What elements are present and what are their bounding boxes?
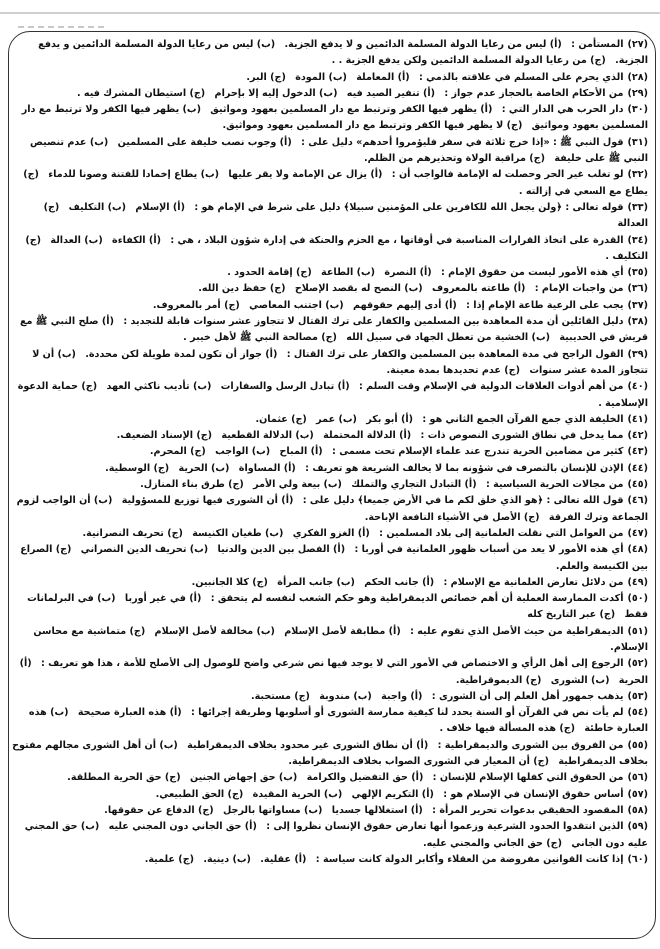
answer-option: (ب) هذه العبارة خاطئة	[28, 707, 648, 735]
answer-option: (ب) جانب المرأة	[277, 576, 355, 588]
question-number: (٤٤)	[627, 462, 648, 474]
question-stem: المستأمن :	[571, 39, 624, 50]
question-number: (٥١)	[627, 625, 648, 637]
question-stem: القدرة على اتخاذ القرارات المناسبة في أوقاتها ، مع الحزم والحنكة في إدارة شؤون البلاد ، هي :	[170, 234, 624, 246]
question-stem: من الفروق بين الشورى والديمقراطية :	[437, 739, 624, 751]
answer-option: (ج) الأصل في الأشياء النافعة الإباحة.	[364, 511, 540, 523]
question-item	[12, 233, 650, 266]
question-number: (٤٢)	[627, 430, 648, 442]
question-item	[12, 347, 650, 380]
question-number: (٥٢)	[627, 658, 648, 670]
answer-option: (ب) بيعة ولي الأمر	[253, 479, 342, 491]
question-number: (٢٨)	[627, 71, 648, 83]
answer-option: (ج) طرق بناء المنازل.	[140, 479, 244, 491]
answer-option: (ج) يطاع مع السعي في إزالته .	[23, 169, 648, 197]
answer-option: (ب) أن أهل الشورى مجالهم مفتوح بخلاف الديمقراطية	[12, 739, 648, 768]
answer-option: (ب) الواجب	[215, 446, 271, 458]
answer-option: (ب) تأديب ناكثي العهد	[106, 381, 212, 393]
question-stem: أكدت الممارسة العملية أن أهم خصائص الديمقراطية وهو حكم الشعب لنفسه لم يتحقق :	[210, 593, 624, 605]
question-stem: القول الراجح في مدة المعاهدة بين المسلمين والكفار على ترك القتال :	[286, 348, 624, 360]
question-item	[12, 770, 650, 786]
question-number: (٣٥)	[627, 267, 648, 279]
question-stem: دليل القائلين أن مدة المعاهدة بين المسلمين والكفار على ترك القتال لا تتجاوز عشر سنوات قابلة للتجديد :	[123, 316, 624, 328]
question-stem: قوله تعالى : ﴿ولن يجعل الله للكافرين على المؤمنين سبيلا﴾ دليل على شرط في الإمام هو :	[194, 201, 624, 213]
question-stem: كثير من مضامين الحرية تندرج عند علماء الإسلام تحت مسمى :	[332, 446, 624, 458]
answer-option: (ب) في البرلمانات فقط	[27, 593, 648, 621]
answer-option: (ب) دينية.	[203, 853, 251, 865]
question-number: (٤٧)	[627, 527, 648, 539]
answer-option: (ج) كلا الجانبين.	[191, 576, 268, 588]
question-number: (٥٩)	[627, 821, 648, 833]
answer-option: (ب) العدالة	[50, 234, 103, 246]
question-stem: قول الله تعالى : ﴿هو الذي خلق لكم ما في الأرض جميعا﴾ دليل على :	[302, 495, 624, 507]
question-stem: من واجبات الإمام :	[534, 283, 624, 295]
answer-option: (ج) المحرم.	[149, 446, 206, 458]
question-item	[12, 265, 650, 281]
question-list	[12, 37, 650, 868]
answer-option: (ج) عدم تحديدها بمدة معينة.	[386, 364, 520, 376]
question-item	[12, 852, 650, 868]
answer-option: (ج) العدالة	[43, 201, 648, 230]
question-number: (٥٧)	[627, 788, 648, 800]
answer-option: (ج) الدفاع عن حقوقها.	[104, 804, 214, 816]
question-stem: الذين انتقدوا الحدود الشرعية وزعموا أنها تعارض حقوق الإنسان نظروا إلى :	[266, 821, 624, 833]
question-number: (٤١)	[627, 413, 648, 425]
answer-option: (أ) استغلالها جسديا	[331, 804, 423, 816]
answer-option: (ج) إقامة الحدود .	[227, 267, 312, 279]
question-stem: يذهب جمهور أهل العلم إلى أن الشورى :	[431, 690, 624, 702]
answer-option: (أ) جواز أن تكون لمدة طويلة لكن محددة.	[85, 348, 278, 360]
question-stem: من العوامل التي نقلت العلمانية إلى بلاد المسلمين :	[379, 527, 624, 539]
question-stem: أساس حقوق الإنسان في الإسلام هو :	[443, 788, 624, 800]
question-stem: قول النبي ﷺ : «إذا خرج ثلاثة في سفر فليؤمروا أحدهم» دليل على :	[301, 136, 624, 148]
question-stem: الذي يحرم على المسلم في علاقته بالذمي :	[419, 71, 624, 83]
question-number: (٣٧)	[627, 299, 648, 311]
answer-option: (ج) مراقبة الولاة وتحذيرهم من الظلم.	[363, 153, 545, 165]
question-stem: الرجوع إلى أهل الرأي و الاختصاص في الأمور التي لا يوجد فيها نص شرعي واضح للوصول إلى الأصلح للأمة ، هذا هو تعريف :	[40, 658, 624, 670]
answer-option: (أ) طاعته بالمعروف	[431, 283, 526, 295]
question-number: (٥٠)	[627, 593, 648, 605]
question-item	[12, 298, 650, 314]
answer-option: (أ) تنفير الصيد فيه	[346, 87, 436, 99]
question-number: (٤٨)	[627, 544, 648, 556]
question-number: (٣٠)	[627, 104, 648, 116]
question-item	[12, 167, 650, 200]
answer-option: (ج) أمر بالمعروف.	[152, 299, 240, 311]
question-number: (٤٦)	[627, 495, 648, 507]
question-item	[12, 86, 650, 102]
answer-option: (ج) متماشية مع محاسن الإسلام.	[33, 625, 648, 653]
answer-option: (ب) أن لا تتجاوز المدة عشر سنوات	[32, 348, 648, 376]
answer-option: (أ) التبادل التجاري والتملك	[351, 479, 477, 491]
answer-option: (أ) ليس من رعايا الدولة المسلمة الدائمين و لا يدفع الجزية.	[284, 39, 562, 50]
question-number: (٥٥)	[627, 739, 648, 751]
question-stem: المقصود الحقيقي بدعوات تحرير المرأة :	[432, 804, 624, 816]
question-stem: مما يدخل في نطاق الشورى النصوص ذات :	[420, 430, 624, 442]
answer-option: (ب) النصح له بقصد الإصلاح	[294, 283, 423, 295]
question-stem: من مجالات الحرية السياسية :	[485, 479, 624, 491]
answer-option: (ج) عبر التاريخ كله	[527, 609, 616, 621]
answer-option: (ب) المودة	[295, 71, 347, 83]
question-stem: أي هذه الأمور لا يعد من أسباب ظهور العلمانية في أوربا :	[354, 544, 624, 556]
answer-option: (ج) الوسطية.	[105, 462, 170, 474]
question-item	[12, 412, 650, 428]
answer-option: (ب) الشورى	[550, 674, 610, 686]
answer-option: (ج) الصراع بين الكنيسة والعلم.	[20, 544, 648, 572]
answer-option: (ج) علمية.	[144, 853, 194, 865]
question-number: (٤٩)	[627, 576, 648, 588]
answer-option: (ب) الدلالة القطعية	[221, 430, 314, 442]
answer-option: (ب) الخشية من تعطل الجهاد في سبيل الله	[346, 332, 550, 344]
answer-option: (ج) استيطان المشرك فيه .	[76, 87, 206, 99]
question-stem: إذا كانت القوانين مفروضة من العقلاء وأكابر الدولة كانت سياسة :	[315, 853, 624, 865]
answer-option: (ج) تحريف النصرانية.	[82, 527, 183, 539]
question-stem: من الأحكام الخاصة بالحجاز عدم جواز :	[444, 87, 624, 99]
answer-option: (ب) الطاعة	[321, 267, 376, 279]
question-item	[12, 37, 650, 70]
answer-option: (ب) حق إجهاض الجنين	[189, 772, 298, 784]
answer-option: (أ) حق الجاني دون المجني عليه	[108, 821, 257, 833]
page-top-rule	[0, 12, 660, 14]
question-number: (٣١)	[627, 136, 648, 148]
question-stem: من أهم أدوات العلاقات الدولية في الإسلام وقت السلم :	[358, 381, 624, 393]
question-stem: يجب على الرعية طاعة الإمام إذا :	[466, 299, 624, 311]
question-item	[12, 444, 650, 460]
answer-option: (ج) مصالحة النبي ﷺ لأهل خيبر .	[183, 332, 337, 344]
question-item	[12, 379, 650, 412]
question-item	[12, 477, 650, 493]
question-number: (٣٩)	[627, 348, 648, 360]
question-number: (٣٢)	[627, 169, 648, 181]
question-stem: الديمقراطية من حيث الأصل الذي تقوم عليه :	[410, 625, 624, 637]
answer-option: (أ) يظهر فيها الكفر وترتبط مع دار المسلمين بعهود ومواثيق	[210, 104, 493, 116]
answer-option: (ب) ليس من رعايا الدولة المسلمة الدائمين و يدفع الجزية.	[38, 39, 648, 67]
question-number: (٢٧)	[627, 39, 648, 50]
question-item	[12, 281, 650, 297]
question-item	[12, 705, 650, 738]
question-stem: لم يأت نص في القرآن أو السنة يحدد لنا كيفية ممارسة الشورى أو أسلوبها وطريقة إجرائها :	[190, 707, 624, 719]
question-item	[12, 787, 650, 803]
answer-option: (أ) أدى إليهم حقوقهم	[353, 299, 457, 311]
answer-option: (أ) هذه العبارة صحيحة	[77, 707, 182, 719]
answer-option: (أ) المساواة	[238, 462, 296, 474]
answer-option: (أ) عقلية.	[260, 853, 307, 865]
answer-option: (ب) الحرية المقيدة	[252, 788, 343, 800]
question-item	[12, 493, 650, 526]
question-item	[12, 542, 650, 575]
answer-option: (ب) طغيان الكنيسة	[192, 527, 284, 539]
answer-option: (ب) الحرية	[178, 462, 230, 474]
question-item	[12, 819, 650, 852]
question-stem: من دلائل تعارض العلمانية مع الإسلام :	[443, 576, 624, 588]
answer-option: (ب) التكليف	[68, 201, 127, 213]
question-item	[12, 314, 650, 347]
question-number: (٥٨)	[627, 804, 648, 816]
question-item	[12, 656, 650, 689]
answer-option: (ب) اجتنب المعاصي	[249, 299, 344, 311]
question-number: (٥٣)	[627, 690, 648, 702]
answer-option: (أ) الدلالة المحتملة	[323, 430, 412, 442]
answer-option: (أ) أن الشورى فيها توزيع للمسؤولية	[121, 495, 294, 507]
question-number: (٣٦)	[627, 283, 648, 295]
answer-option: (ب) مخالفة لأصل الإسلام	[154, 625, 275, 637]
answer-option: (أ) النصرة	[384, 267, 432, 279]
answer-option: (ب) الدخول إليه إلا بإحرام	[214, 87, 338, 99]
answer-option: (ج) التكليف .	[25, 234, 648, 262]
answer-option: (ج) عثمان.	[255, 413, 307, 425]
question-stem: لو تغلب غير الحر وحصلت له الإمامة فالواجب أن :	[391, 169, 624, 181]
answer-option: (ب) عمر	[316, 413, 357, 425]
question-number: (٢٩)	[627, 87, 648, 99]
question-item	[12, 135, 650, 168]
question-number: (٤٠)	[627, 381, 648, 393]
answer-option: (أ) الغزو الفكري	[292, 527, 370, 539]
answer-option: (ج) أن المعيار في الشورى الصواب بخلاف الديمقراطية.	[288, 756, 549, 768]
answer-option: (ج) من رعايا الدولة المسلمة الدائمين ولكن يدفع الجزية . .	[331, 55, 606, 67]
answer-option: (أ) واجبة	[381, 690, 423, 702]
answer-option: (ج) حق الحرية المطلقة.	[67, 772, 181, 784]
answer-option: (ب) مساواتها بالرجل	[222, 804, 323, 816]
question-item	[12, 200, 650, 233]
question-number: (٣٨)	[627, 316, 648, 328]
answer-option: (ج) هذه المسألة فيها خلاف .	[439, 723, 576, 735]
question-stem: دار الحرب هي الدار التي :	[501, 104, 624, 116]
answer-option: (ب) مندوبة	[319, 690, 372, 702]
answer-option: (أ) جانب الحكم	[364, 576, 435, 588]
question-item	[12, 738, 650, 771]
question-number: (٤٥)	[627, 479, 648, 491]
answer-option: (ج) حق الجاني والمجني عليه.	[422, 837, 562, 849]
answer-option: (ج) البر.	[246, 71, 286, 83]
answer-option: (أ) صلح النبي ﷺ مع قريش في الحديبية	[19, 316, 648, 344]
question-item	[12, 624, 650, 657]
answer-option: (ج) الديموقراطية.	[455, 674, 542, 686]
question-number: (٤٣)	[627, 446, 648, 458]
question-item	[12, 526, 650, 542]
question-stem: الخليفة الذي جمع القرآن الجمع الثاني هو :	[422, 413, 624, 425]
question-number: (٣٣)	[627, 201, 648, 213]
answer-option: (أ) الفصل بين الدين والدنيا	[217, 544, 346, 556]
answer-option: (ج) الإسناد الضعيف.	[116, 430, 213, 442]
answer-option: (ج) حفظ دين الله.	[198, 283, 286, 295]
answer-option: (ج) مستحبة.	[250, 690, 310, 702]
answer-option: (أ) المباح	[279, 446, 323, 458]
answer-option: (أ) التكريم الإلهي	[351, 788, 434, 800]
question-item	[12, 689, 650, 705]
question-item	[12, 591, 650, 624]
page-top-mark	[18, 26, 108, 28]
question-item	[12, 102, 650, 135]
question-number: (٦٠)	[627, 853, 648, 865]
answer-option: (ب) يطاع إخمادا للفتنة وصونا للدماء	[48, 169, 219, 181]
answer-option: (أ) في غير أوربا	[124, 593, 202, 605]
question-number: (٥٤)	[627, 707, 648, 719]
question-stem: من الحقوق التي كفلها الإسلام للإنسان :	[432, 772, 624, 784]
answer-option: (أ) حق التفضيل والكرامة	[306, 772, 424, 784]
answer-option: (أ) أبو بكر	[366, 413, 414, 425]
answer-option: (ب) أن الواجب لزوم الجماعة وترك الفرقة	[16, 495, 648, 523]
question-stem: الإذن للإنسان بالتصرف في شؤونه بما لا يخالف الشريعة هو تعريف :	[305, 462, 624, 474]
answer-option: (أ) المعاملة	[356, 71, 410, 83]
question-stem: أي هذه الأمور ليست من حقوق الإمام :	[441, 267, 624, 279]
answer-option: (ج) الحق الطبيعي.	[155, 788, 244, 800]
answer-option: (أ) وجوب نصب خليفة على المسلمين	[117, 136, 292, 148]
answer-option: (ج) لا يظهر فيها الكفر وترتبط مع دار المسلمين بعهود ومواثيق.	[222, 120, 523, 132]
question-item	[12, 428, 650, 444]
question-item	[12, 461, 650, 477]
answer-option: (أ) مطابقة لأصل الإسلام	[284, 625, 401, 637]
question-number: (٥٦)	[627, 772, 648, 784]
question-item	[12, 575, 650, 591]
answer-option: (ب) حق المجني عليه دون الجاني	[24, 821, 648, 849]
answer-option: (أ) الإسلام	[135, 201, 185, 213]
answer-option: (أ) الحرية	[19, 658, 648, 686]
answer-option: (أ) أن نطاق الشورى غير محدود بخلاف الديمقراطية	[187, 739, 429, 751]
question-item	[12, 803, 650, 819]
answer-option: (أ) يزال عن الإمامة ولا يقر عليها	[228, 169, 383, 181]
answer-option: (أ) تبادل الرسل والسفارات	[220, 381, 350, 393]
answer-option: (ج) حماية الدعوة الإسلامية .	[17, 381, 648, 409]
answer-option: (ب) تحريف الدين النصراني	[80, 544, 209, 556]
question-number: (٣٤)	[627, 234, 648, 246]
answer-option: (ب) عدم تنصيص النبي ﷺ على خليفة	[30, 136, 648, 165]
question-item	[12, 70, 650, 86]
answer-option: (ب) يظهر فيها الكفر ولا ترتبط مع دار المسلمين بعهود ومواثيق	[21, 104, 648, 132]
answer-option: (أ) الكفاءة	[112, 234, 161, 246]
